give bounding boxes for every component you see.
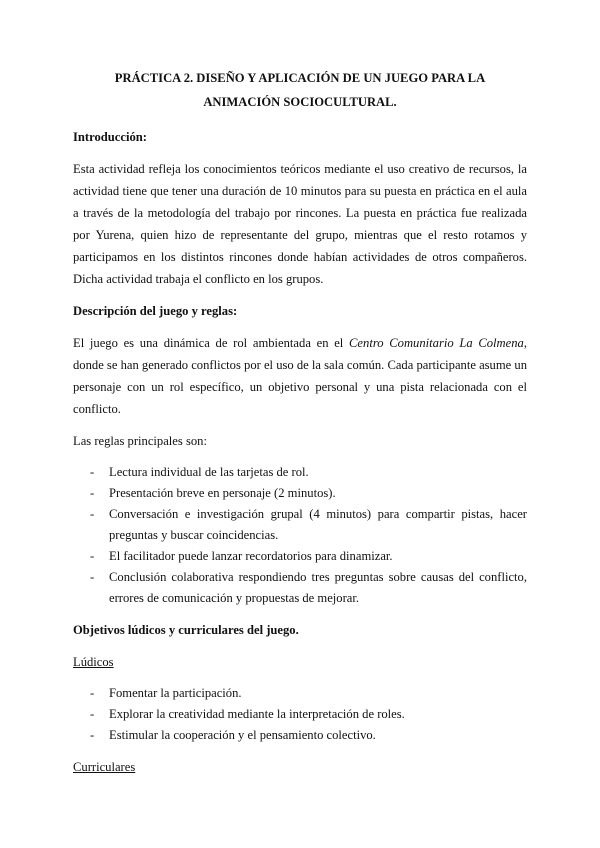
dash-bullet: - [90, 549, 95, 563]
dash-bullet: - [90, 570, 95, 584]
list-item: - Conclusión colaborativa respondiendo tres preguntas sobre causas del conflicto, errores de comunicación y propuestas de mejorar. [73, 567, 527, 609]
description-heading: Descripción del juego y reglas: [73, 304, 238, 318]
objectives-heading: Objetivos lúdicos y curriculares del juego. [73, 623, 299, 637]
dash-bullet: - [90, 507, 95, 521]
dash-bullet: - [90, 465, 95, 479]
list-item: - Conversación e investigación grupal (4 minutos) para compartir pistas, hacer preguntas y buscar coincidencias. [73, 504, 527, 546]
list-item: - Estimular la cooperación y el pensamiento colectivo. [73, 725, 527, 746]
list-item: - Explorar la creatividad mediante la interpretación de roles. [73, 704, 527, 725]
description-text-end: , donde se han generado conflictos por el uso de la sala común. Cada participante asume un personaje con un rol específico, un objetivo personal y una pista relacionada con el conflicto. [73, 336, 527, 416]
rules-list [73, 462, 527, 609]
list-item: - El facilitador puede lanzar recordatorios para dinamizar. [73, 546, 527, 567]
description-text-start: El juego es una dinámica de rol ambientada en el [73, 336, 350, 350]
list-item: - Fomentar la participación. [73, 683, 527, 704]
ludicos-subheading: Lúdicos [73, 655, 114, 669]
dash-bullet: - [90, 728, 95, 742]
intro-paragraph: Esta actividad refleja los conocimientos teóricos mediante el uso creativo de recursos, la actividad tiene que tener una duración de 10 minutos para su puesta en práctica en el aula a través de la metodología del trabajo por rincones. La puesta en práctica fue realizada por Yurena, quien hizo de representante del grupo, mientras que el resto rotamos y participamos en los distintos rincones donde habían actividades de otros compañeros. Dicha actividad trabaja el conflicto en los grupos. [73, 162, 527, 286]
dash-bullet: - [90, 707, 95, 721]
curriculares-subheading: Curriculares [73, 760, 136, 774]
dash-bullet: - [90, 686, 95, 700]
list-item: - Lectura individual de las tarjetas de rol. [73, 462, 527, 483]
dash-bullet: - [90, 486, 95, 500]
document-title: PRÁCTICA 2. DISEÑO Y APLICACIÓN DE UN JUEGO PARA LA ANIMACIÓN SOCIOCULTURAL. [114, 71, 486, 109]
rules-intro: Las reglas principales son: [73, 434, 207, 448]
ludicos-list [73, 683, 527, 746]
description-paragraph [73, 332, 527, 420]
center-name: Centro Comunitario La Colmena [349, 336, 524, 350]
list-item: - Presentación breve en personaje (2 minutos). [73, 483, 527, 504]
intro-heading: Introducción: [73, 130, 147, 144]
